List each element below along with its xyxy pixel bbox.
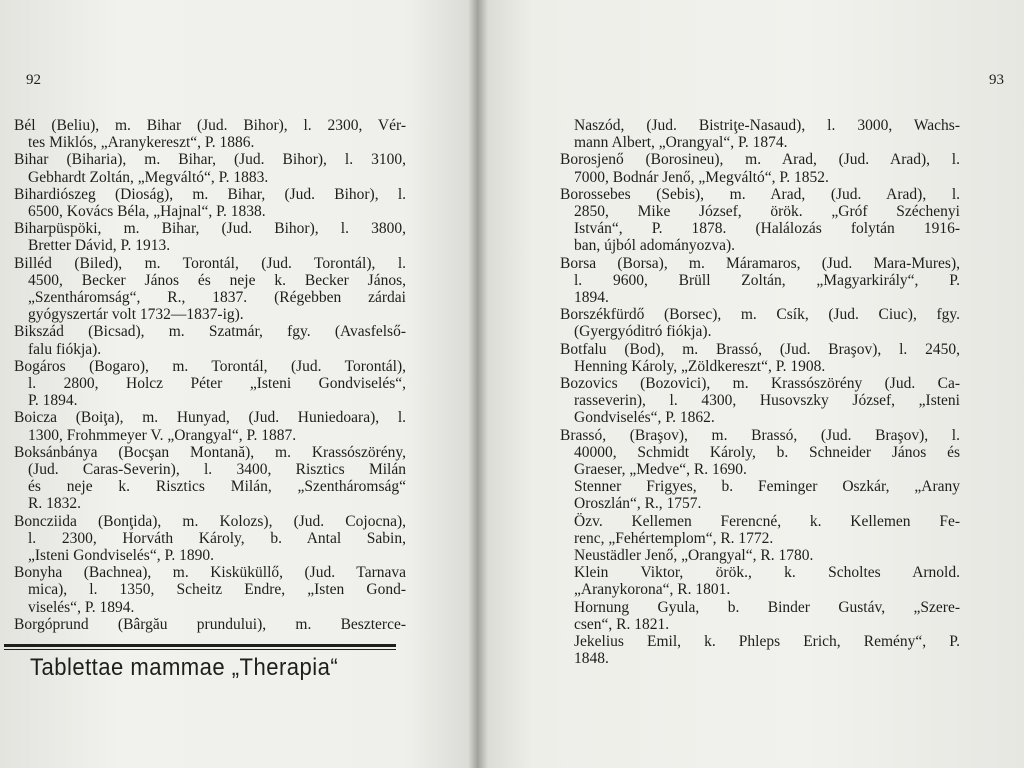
entry — [14, 151, 406, 185]
entry — [14, 323, 406, 357]
entry-line: R. 1832. — [28, 495, 81, 513]
entry-line: Bogáros (Bogaro), m. Torontál, (Jud. Torontál), — [14, 357, 406, 375]
entry-line: István“, P. 1878. (Halálozás folytán 1916- — [574, 220, 960, 238]
entry — [14, 220, 406, 254]
entry-line: Biharpüspöki, m. Bihar, (Jud. Bihor), l. 3800, — [14, 220, 406, 238]
entry-line: Bretter Dávid, P. 1913. — [28, 237, 171, 255]
entry-line: Boksánbánya (Bocşan Montană), m. Krassószörény, — [14, 443, 406, 461]
entry — [14, 255, 406, 324]
entry-line: „Szentháromság“, R., 1837. (Régebben zárdai — [28, 289, 406, 307]
entry-line: viselés“, P. 1894. — [28, 598, 135, 616]
entry-line: rasseverin), l. 4300, Husovszky József, „Isteni — [574, 392, 960, 410]
entry-line: „Isteni Gondviselés“, P. 1890. — [28, 547, 214, 565]
entry-line: l. 9600, Brüll Zoltán, „Magyarkirály“, P. — [574, 271, 960, 289]
entry — [560, 255, 960, 307]
entry-line: Borszékfürdő (Borsec), m. Csík, (Jud. Ciuc), fgy. — [560, 306, 960, 324]
entry-line: Bél (Beliu), m. Bihar (Jud. Bihor), l. 2300, Vér- — [14, 117, 406, 134]
entry-line: 40000, Schmidt Károly, b. Schneider János és — [574, 443, 960, 461]
entry-line: falu fiókja). — [28, 340, 102, 358]
entry-line: 6500, Kovács Béla, „Hajnal“, P. 1838. — [28, 203, 266, 221]
entry-line: 7000, Bodnár Jenő, „Megváltó“, P. 1852. — [574, 168, 829, 186]
entry — [14, 117, 406, 151]
entry-line: 4500, Becker János és neje k. Becker János, — [28, 271, 406, 289]
entry-line: 1894. — [574, 289, 609, 307]
entry-line: Oroszlán“, R., 1757. — [574, 495, 702, 513]
entry — [560, 117, 960, 151]
entry-line: 1300, Frohmmeyer V. „Orangyal“, P. 1887. — [28, 426, 297, 444]
entry-line: Borsa (Borsa), m. Máramaros, (Jud. Mara-Mures), — [560, 254, 960, 272]
entry-line: Borossebes (Sebis), m. Arad, (Jud. Arad), l. — [560, 185, 960, 203]
entry-line: Gebhardt Zoltán, „Megváltó“, P. 1883. — [28, 168, 269, 186]
entry-line: Boicza (Boiţa), m. Hunyad, (Jud. Huniedoara), l. — [14, 409, 406, 427]
right-page — [478, 0, 1024, 768]
entry-line: Klein Viktor, örök., k. Scholtes Arnold. — [574, 564, 960, 582]
page-number-left: 92 — [26, 72, 41, 88]
entry-line: Stenner Frigyes, b. Feminger Oszkár, „Arany — [574, 478, 960, 496]
entry-line: Borosjenő (Borosineu), m. Arad, (Jud. Arad), l. — [560, 151, 960, 169]
entry — [560, 151, 960, 185]
entry-line: (Jud. Caras-Severin), l. 3400, Risztics Milán — [28, 461, 406, 479]
entry-line: Boncziida (Bonţida), m. Kolozs), (Jud. Cojocna), — [14, 512, 406, 530]
entry-line: Botfalu (Bod), m. Brassó, (Jud. Braşov), l. 2450, — [560, 340, 960, 358]
entry-line: Billéd (Biled), m. Torontál, (Jud. Torontál), l. — [14, 254, 406, 272]
entry — [560, 375, 960, 427]
entry-line: mann Albert, „Orangyal“, P. 1874. — [574, 134, 788, 152]
entry-line: l. 2300, Horváth Károly, b. Antal Sabin, — [28, 529, 406, 547]
entry-line: Bihar (Biharia), m. Bihar, (Jud. Bihor), l. 3100, — [14, 151, 406, 169]
entry — [560, 186, 960, 255]
entry — [14, 444, 406, 513]
entry-line: renc, „Fehértemplom“, R. 1772. — [574, 529, 774, 547]
entry — [560, 306, 960, 340]
entry-line: Gondviselés“, P. 1862. — [574, 409, 715, 427]
entry — [14, 409, 406, 443]
entry-line: Bikszád (Bicsad), m. Szatmár, fgy. (Avasfelső- — [14, 323, 406, 341]
entry-line: Bihardiószeg (Dioság), m. Bihar, (Jud. Bihor), l. — [14, 185, 406, 203]
entry — [14, 358, 406, 410]
divider — [4, 644, 396, 647]
entry-line: Henning Károly, „Zöldkereszt“, P. 1908. — [574, 357, 826, 375]
entry-line: Brassó, (Braşov), m. Brassó, (Jud. Braşov), l. — [560, 426, 960, 444]
entry — [560, 341, 960, 375]
divider — [4, 649, 396, 650]
entry-line: tes Miklós, „Aranykereszt“, P. 1886. — [28, 134, 255, 152]
entry-line: gyógyszertár volt 1732—1837-ig). — [28, 306, 244, 324]
entry-line: P. 1894. — [28, 392, 78, 410]
entry-line: Hornung Gyula, b. Binder Gustáv, „Szere- — [574, 598, 960, 616]
entry-line: „Aranykorona“, R. 1801. — [574, 581, 731, 599]
entry — [14, 564, 406, 616]
entry-line: Naszód, (Jud. Bistriţe-Nasaud), l. 3000, Wachs- — [574, 117, 960, 134]
entry-line: (Gyergyóditró fiókja). — [574, 323, 712, 341]
left-entries — [14, 117, 406, 633]
entry-line: mica), l. 1350, Scheitz Endre, „Isten Gond- — [28, 581, 406, 599]
entry-line: Neustädler Jenő, „Orangyal“, R. 1780. — [574, 547, 814, 565]
book-gutter — [468, 0, 488, 768]
entry-line: Bonyha (Bachnea), m. Kisküküllő, (Jud. Tarnava — [14, 564, 406, 582]
page-number-right: 93 — [989, 72, 1004, 88]
advertisement-text: Tablettae mammae „Therapia“ — [30, 654, 339, 681]
entry — [560, 427, 960, 668]
entry-line: l. 2800, Holcz Péter „Isteni Gondviselés“, — [28, 375, 406, 393]
entry-line: 2850, Mike József, örök. „Gróf Széchenyi — [574, 203, 960, 221]
entry-line: 1848. — [574, 650, 609, 668]
entry-line: csen“, R. 1821. — [574, 615, 670, 633]
entry-line: Borgóprund (Bârgău prundului), m. Beszterce- — [14, 615, 406, 633]
entry-line: Özv. Kellemen Ferencné, k. Kellemen Fe- — [574, 512, 960, 530]
entry-line: és neje k. Risztics Milán, „Szentháromság“ — [28, 478, 406, 496]
footer-rules — [4, 640, 396, 650]
entry-line: Graeser, „Medve“, R. 1690. — [574, 461, 747, 479]
entry — [14, 616, 406, 633]
right-entries — [560, 117, 960, 668]
entry — [14, 186, 406, 220]
entry-line: Jekelius Emil, k. Phleps Erich, Remény“, P. — [574, 633, 960, 651]
entry-line: Bozovics (Bozovici), m. Krassószörény (Jud. Ca- — [560, 375, 960, 393]
entry-line: ban, újból adományozva). — [574, 237, 735, 255]
entry — [14, 513, 406, 565]
left-page — [0, 0, 478, 768]
